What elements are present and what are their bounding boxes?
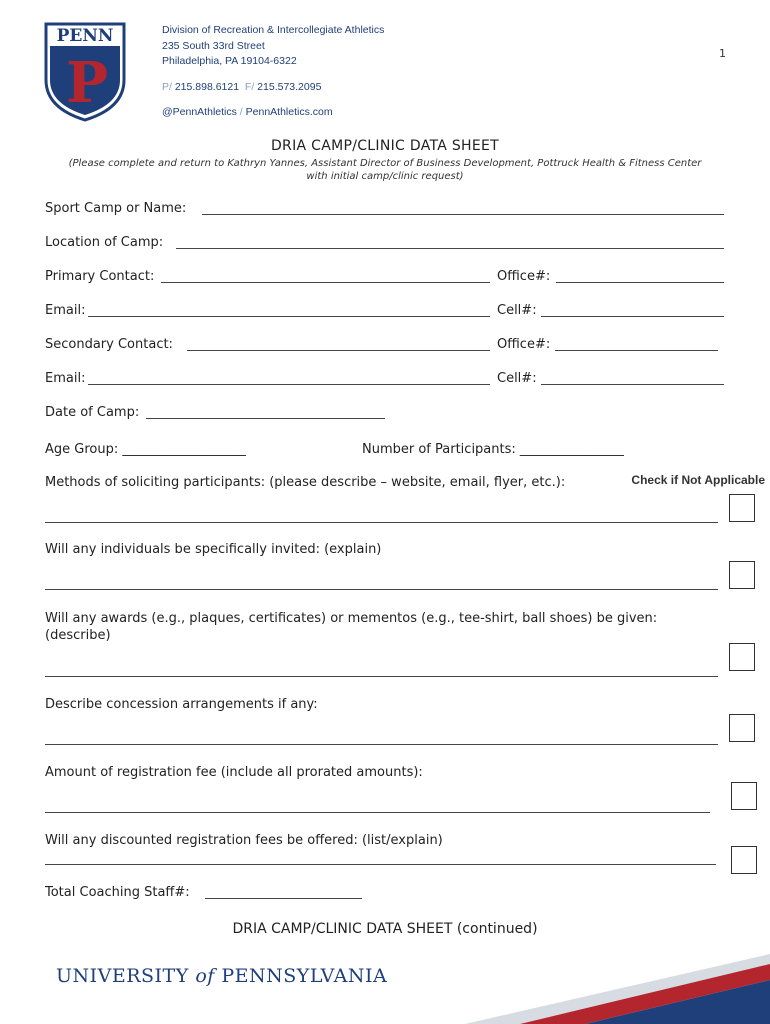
total-staff-field[interactable] [205, 898, 362, 899]
location-field[interactable] [176, 248, 724, 249]
date-of-camp-field[interactable] [146, 418, 385, 419]
email-label-1: Email: [45, 303, 86, 318]
discounted-question: Will any discounted registration fees be offered: (list/explain) [45, 833, 443, 848]
office-label-2: Office#: [497, 337, 551, 352]
discounted-answer-line[interactable] [45, 864, 716, 865]
social-line: @PennAthletics / PennAthletics.com [162, 106, 333, 118]
secondary-contact-field[interactable] [187, 350, 490, 351]
header-address-block [162, 23, 384, 121]
check-not-applicable-label: Check if Not Applicable [631, 473, 765, 487]
address-line-1: 235 South 33rd Street [162, 39, 265, 52]
invited-question: Will any individuals be specifically invited: (explain) [45, 542, 382, 557]
continued-title: DRIA CAMP/CLINIC DATA SHEET (continued) [232, 921, 538, 937]
sport-camp-label: Sport Camp or Name: [45, 201, 187, 216]
invited-answer-line[interactable] [45, 589, 718, 590]
address-line-2: Philadelphia, PA 19104-6322 [162, 55, 297, 67]
cell-field-2[interactable] [541, 384, 724, 385]
age-group-label[interactable]: Age Group: ___________________ [45, 442, 246, 457]
methods-answer-line[interactable] [45, 522, 718, 523]
phone-number: 215.898.6121 [174, 80, 240, 93]
wordmark-of: of [195, 965, 215, 987]
website-link: PennAthletics.com [245, 106, 333, 118]
concession-question: Describe concession arrangements if any: [45, 697, 318, 712]
awards-na-checkbox[interactable] [729, 643, 755, 671]
awards-question-line-1: Will any awards (e.g., plaques, certificates) or mementos (e.g., tee-shirt, ball shoes) be given: [45, 611, 658, 626]
primary-contact-label: Primary Contact: [45, 269, 155, 284]
office-field-1[interactable] [556, 282, 724, 283]
office-label-1: Office#: [497, 269, 551, 284]
logo-letter: P [65, 50, 109, 116]
org-name: Division of Recreation & Intercollegiate Athletics [162, 24, 385, 36]
date-of-camp-label: Date of Camp: [45, 405, 140, 420]
registration-fee-na-checkbox[interactable] [731, 782, 757, 810]
university-wordmark [56, 965, 387, 987]
form-title: DRIA CAMP/CLINIC DATA SHEET [270, 138, 500, 154]
concession-na-checkbox[interactable] [729, 714, 755, 742]
phone-fax-line: P/ 215.898.6121 F/ 215.573.2095 [162, 80, 322, 93]
participants-label[interactable]: Number of Participants: ________________ [362, 442, 624, 457]
registration-fee-question: Amount of registration fee (include all prorated amounts): [45, 765, 423, 780]
penn-shield-logo [44, 22, 126, 122]
cell-label-1: Cell#: [497, 303, 537, 318]
office-field-2[interactable] [555, 350, 718, 351]
wordmark-university: UNIVERSITY [56, 965, 189, 987]
discounted-na-checkbox[interactable] [731, 846, 757, 874]
page-number: 1 [719, 47, 726, 60]
fax-number: 215.573.2095 [257, 80, 322, 93]
methods-question: Methods of soliciting participants: (please describe – website, email, flyer, etc.): [45, 475, 566, 490]
secondary-contact-label: Secondary Contact: [45, 337, 173, 352]
cell-label-2: Cell#: [497, 371, 537, 386]
total-staff-label: Total Coaching Staff#: [45, 885, 190, 900]
primary-contact-field[interactable] [161, 282, 490, 283]
methods-na-checkbox[interactable] [729, 494, 755, 522]
awards-answer-line[interactable] [45, 676, 718, 677]
invited-na-checkbox[interactable] [729, 561, 755, 589]
wordmark-pennsylvania: PENNSYLVANIA [221, 965, 388, 987]
concession-answer-line[interactable] [45, 744, 718, 745]
subtitle-line-2: with initial camp/clinic request) [306, 171, 464, 182]
email-field-2[interactable] [88, 384, 490, 385]
registration-fee-answer-line[interactable] [45, 812, 710, 813]
awards-question-line-2: (describe) [45, 628, 111, 643]
form-subtitle [40, 157, 730, 183]
social-handle: @PennAthletics [162, 106, 237, 118]
cell-field-1[interactable] [541, 316, 724, 317]
subtitle-line-1: (Please complete and return to Kathryn Yannes, Assistant Director of Business Development, Pottruck Health & Fitness Center [68, 158, 702, 169]
location-label: Location of Camp: [45, 235, 164, 250]
logo-text: PENN [56, 26, 114, 46]
email-label-2: Email: [45, 371, 86, 386]
email-field-1[interactable] [88, 316, 490, 317]
sport-camp-field[interactable] [202, 214, 724, 215]
